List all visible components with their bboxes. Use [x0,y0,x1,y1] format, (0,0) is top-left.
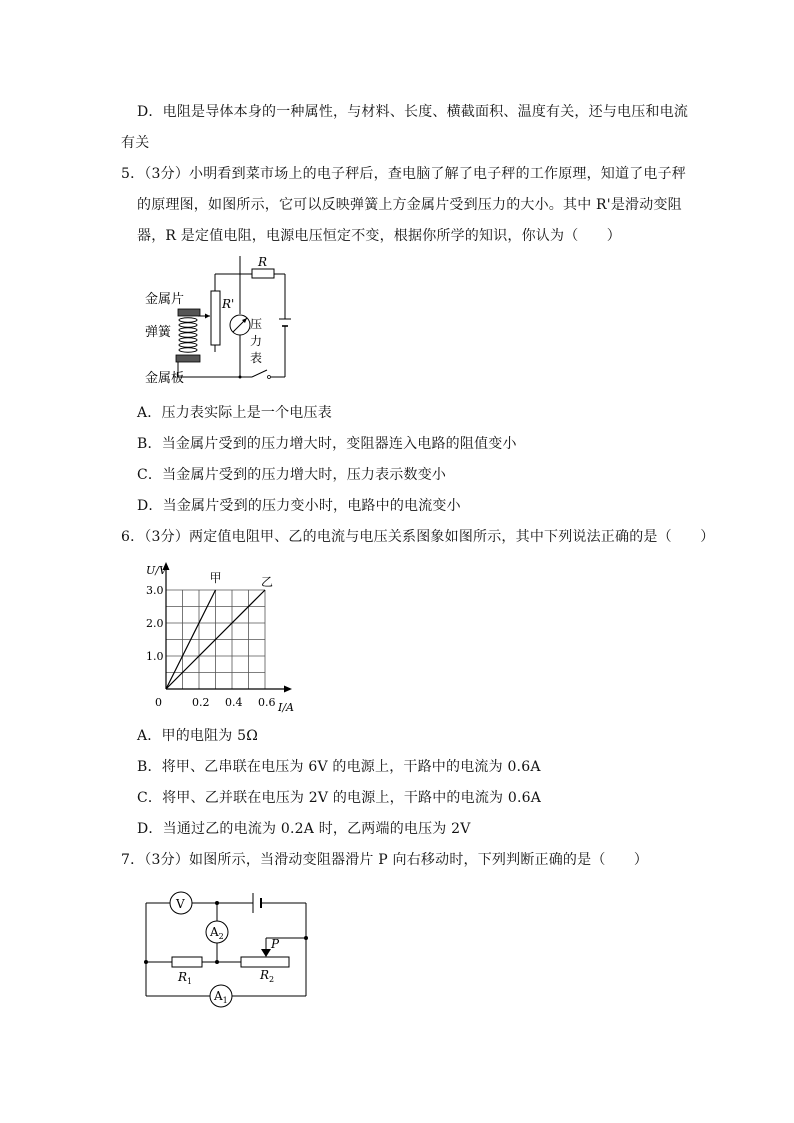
label-r: R [258,255,268,269]
q7-circuit-figure [140,883,320,1013]
label-gauge-char2: 力 [250,334,263,348]
x-tick-label: 0.4 [225,696,243,709]
q5-stem-line2: 的原理图，如图所示，它可以反映弹簧上方金属片受到压力的大小。其中 R'是滑动变阻 [137,197,682,213]
q5-option-a: A．压力表实际上是一个电压表 [137,405,332,421]
label-a1-sub: 1 [222,996,228,1005]
x-tick-label: 0.6 [258,696,276,709]
q5-circuit-figure [140,252,300,387]
q5-option-d: D．当金属片受到的压力变小时，电路中的电流变小 [137,498,461,514]
label-gauge-char1: 压 [250,317,263,331]
label-metal-sheet: 金属片 [145,292,185,307]
label-r-prime: R' [222,297,235,311]
label-r2-main: R [260,968,270,982]
y-tick-label: 2.0 [146,617,164,630]
q4-option-d-line1: D．电阻是导体本身的一种属性，与材料、长度、横截面积、温度有关，还与电压和电流 [137,104,689,120]
spring [179,318,197,352]
label-a2-sub: 2 [218,932,224,941]
resistor-r1 [172,957,202,967]
label-metal-plate: 金属板 [145,371,185,386]
fixed-resistor-r [252,269,274,278]
label-r2-sub: 2 [269,975,275,984]
series-label-jia: 甲 [209,571,222,585]
y-axis-label: U/V [146,564,167,577]
label-r2 [259,968,274,984]
label-a1-main: A [214,989,223,1003]
rheostat-r-prime [211,291,220,345]
label-gauge-char3: 表 [250,351,263,365]
label-r1 [177,970,192,986]
y-tick-label: 3.0 [146,584,164,597]
x-axis-label: I/A [278,701,294,714]
slider-p [261,949,271,957]
q4-option-d-line2: 有关 [121,135,150,151]
q5-stem-line1: 5．（3分）小明看到菜市场上的电子秤后，查电脑了解了电子秤的工作原理，知道了电子秤 [121,166,687,182]
label-a2-main: A [210,925,219,939]
label-spring: 弹簧 [145,325,172,340]
series-label-yi: 乙 [261,575,274,589]
q5-option-c: C．当金属片受到的压力增大时，压力表示数变小 [137,467,447,483]
label-p: P [271,937,280,951]
rheostat-r2 [241,957,289,967]
q6-option-b: B．将甲、乙串联在电压为 6V 的电源上，干路中的电流为 0.6A [137,759,541,775]
y-tick-label: 1.0 [146,650,164,663]
q6-option-a: A．甲的电阻为 5Ω [137,728,259,744]
q7-stem-line1: 7．（3分）如图所示，当滑动变阻器滑片 P 向右移动时，下列判断正确的是（ ） [121,852,649,868]
q6-iu-chart [140,558,300,716]
q6-option-d: D．当通过乙的电流为 0.2A 时，乙两端的电压为 2V [137,821,471,837]
metal-plate [176,355,200,362]
q5-stem-line3: 器，R 是定值电阻，电源电压恒定不变，根据你所学的知识，你认为（ ） [137,228,621,244]
label-r1-main: R [178,970,188,984]
q6-option-c: C．将甲、乙并联在电压为 2V 的电源上，干路中的电流为 0.6A [137,790,542,806]
x-tick-label: 0 [155,696,162,709]
metal-sheet [178,309,200,316]
q5-option-b: B．当金属片受到的压力增大时，变阻器连入电路的阻值变小 [137,436,517,452]
x-tick-label: 0.2 [192,696,210,709]
q6-stem-line1: 6．（3分）两定值电阻甲、乙的电流与电压关系图象如图所示，其中下列说法正确的是（ ） [121,529,715,545]
x-axis-arrow [284,686,292,693]
label-r1-sub: 1 [187,977,193,986]
label-v: V [176,897,185,911]
